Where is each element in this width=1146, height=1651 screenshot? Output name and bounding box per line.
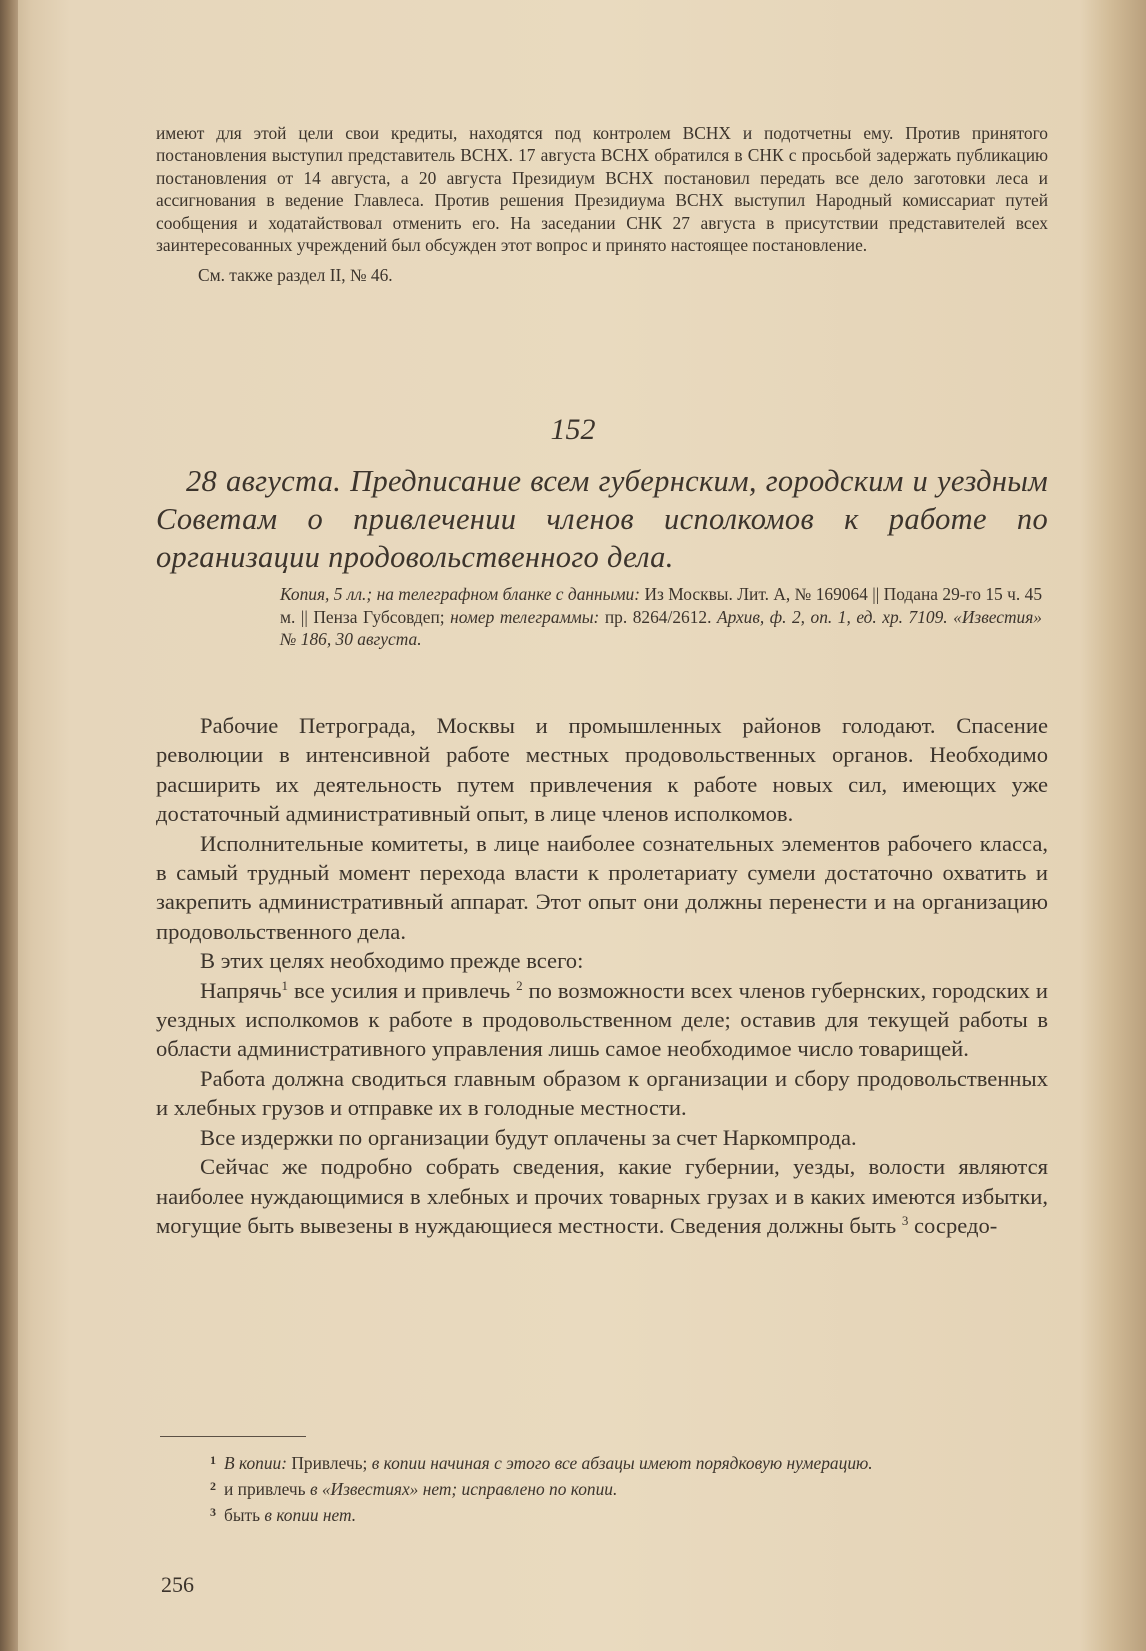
source-copy-note: Копия, 5 лл.; на телеграфном бланке с данными: xyxy=(280,584,641,604)
footnote-1-mark: 1 xyxy=(210,1453,216,1467)
book-spine xyxy=(0,0,18,1651)
see-also-reference: См. также раздел II, № 46. xyxy=(198,265,393,286)
preceding-commentary xyxy=(156,122,1048,287)
footnote-1 xyxy=(156,1449,1048,1475)
body-paragraph-3: В этих целях необходимо прежде всего: xyxy=(200,948,584,974)
footnote-3-text: быть xyxy=(224,1505,265,1526)
footnote-ref-3: 3 xyxy=(901,1212,909,1228)
p4-text-a: Напрячь xyxy=(200,977,282,1003)
document-body xyxy=(156,711,1048,1240)
footnote-ref-1: 1 xyxy=(281,977,288,993)
footnote-divider xyxy=(160,1436,306,1437)
commentary-paragraph: имеют для этой цели свои кредиты, находятся под контролем ВСНХ и подотчетны ему. Против принятого постановления выступил представитель ВСНХ. 17 августа ВСНХ обратился в СНК с просьбой задержать публикацию постановления от 14 августа, а 20 августа Президиум ВСНХ постановил передать все дело заготовки леса и ассигнования в ведение Главлеса. Против решения Президиума ВСНХ выступил Народный комиссариат путей сообщения и ходатайствовал отменить его. На заседании СНК 27 августа в присутствии представителей всех заинтересованных учреждений был обсужден этот вопрос и принято настоящее постановление. xyxy=(156,123,1048,256)
footnote-2 xyxy=(156,1475,1048,1501)
source-telegram-number-label: номер телеграммы: xyxy=(450,606,600,627)
footnote-1-italic-a: В копии: xyxy=(224,1453,288,1473)
document-number: 152 xyxy=(550,413,596,446)
archival-source xyxy=(280,583,1042,651)
body-paragraph-5: Работа должна сводиться главным образом к организации и сбору продовольственных и хлебных грузов и отправке их в голодные местности. xyxy=(156,1065,1048,1121)
body-paragraph-4 xyxy=(156,976,1048,1064)
footnote-ref-2: 2 xyxy=(516,977,523,993)
p4-text-b: все усилия и привлечь xyxy=(288,977,517,1003)
footnote-1-italic-b: в копии начиная с этого все абзацы имеют порядковую нумерацию. xyxy=(371,1453,873,1473)
footnote-3-mark: 3 xyxy=(210,1505,216,1520)
body-paragraph-1: Рабочие Петрограда, Москвы и промышленных районов голодают. Спасение революции в интенсивной работе местных продовольственных органов. Необходимо расширить их деятельность путем привлечения к работе новых сил, имеющих уже достаточный административный опыт, в лице членов исполкомов. xyxy=(156,713,1048,827)
p4-text-c: по возможности всех членов губернских, городских и уездных исполкомов к работе в продовольственном деле; оставив для текущей работы в области административного управления лишь самое необходимое число товарищей. xyxy=(156,977,1048,1062)
footnote-2-italic: в «Известиях» нет; исправлено по копии. xyxy=(309,1479,618,1500)
footnote-2-text: и привлечь xyxy=(224,1479,310,1500)
p7-text-b: сосредо- xyxy=(908,1212,998,1238)
footnote-2-mark: 2 xyxy=(210,1479,216,1494)
source-archive-reference: Архив, ф. 2, оп. 1, ед. хр. 7109. «Известия» № 186, 30 августа. xyxy=(280,606,1042,650)
document-heading: 28 августа. Предписание всем губернским, городским и уездным Советам о привлечении членов исполкомов к работе по организации продовольственного дела. xyxy=(156,464,1048,574)
footnote-3 xyxy=(156,1501,1048,1527)
footnote-3-italic: в копии нет. xyxy=(264,1505,357,1526)
source-telegram-data: Из Москвы. Лит. А, № 169064 || Подана 29-го 15 ч. 45 м. || Пенза Губсовдеп; xyxy=(280,584,1043,627)
source-telegram-number: пр. 8264/2612. xyxy=(599,606,717,627)
body-paragraph-7 xyxy=(156,1152,1048,1240)
footnote-1-text: Привлечь; xyxy=(287,1453,372,1473)
body-paragraph-2: Исполнительные комитеты, в лице наиболее сознательных элементов рабочего класса, в самый трудный момент перехода власти к пролетариату сумели достаточно охватить и закрепить административный аппарат. Этот опыт они должны перенести и на организацию продовольственного дела. xyxy=(156,830,1048,944)
footnotes xyxy=(156,1449,1048,1528)
p7-text-a: Сейчас же подробно собрать сведения, какие губернии, уезды, волости являются наиболее нуждающимися в хлебных и прочих товарных грузах и в каких имеются избытки, могущие быть вывезены в нуждающиеся местности. Сведения должны быть xyxy=(156,1154,1048,1238)
body-paragraph-6: Все издержки по организации будут оплачены за счет Наркомпрода. xyxy=(200,1124,857,1150)
page-number: 256 xyxy=(161,1572,194,1597)
